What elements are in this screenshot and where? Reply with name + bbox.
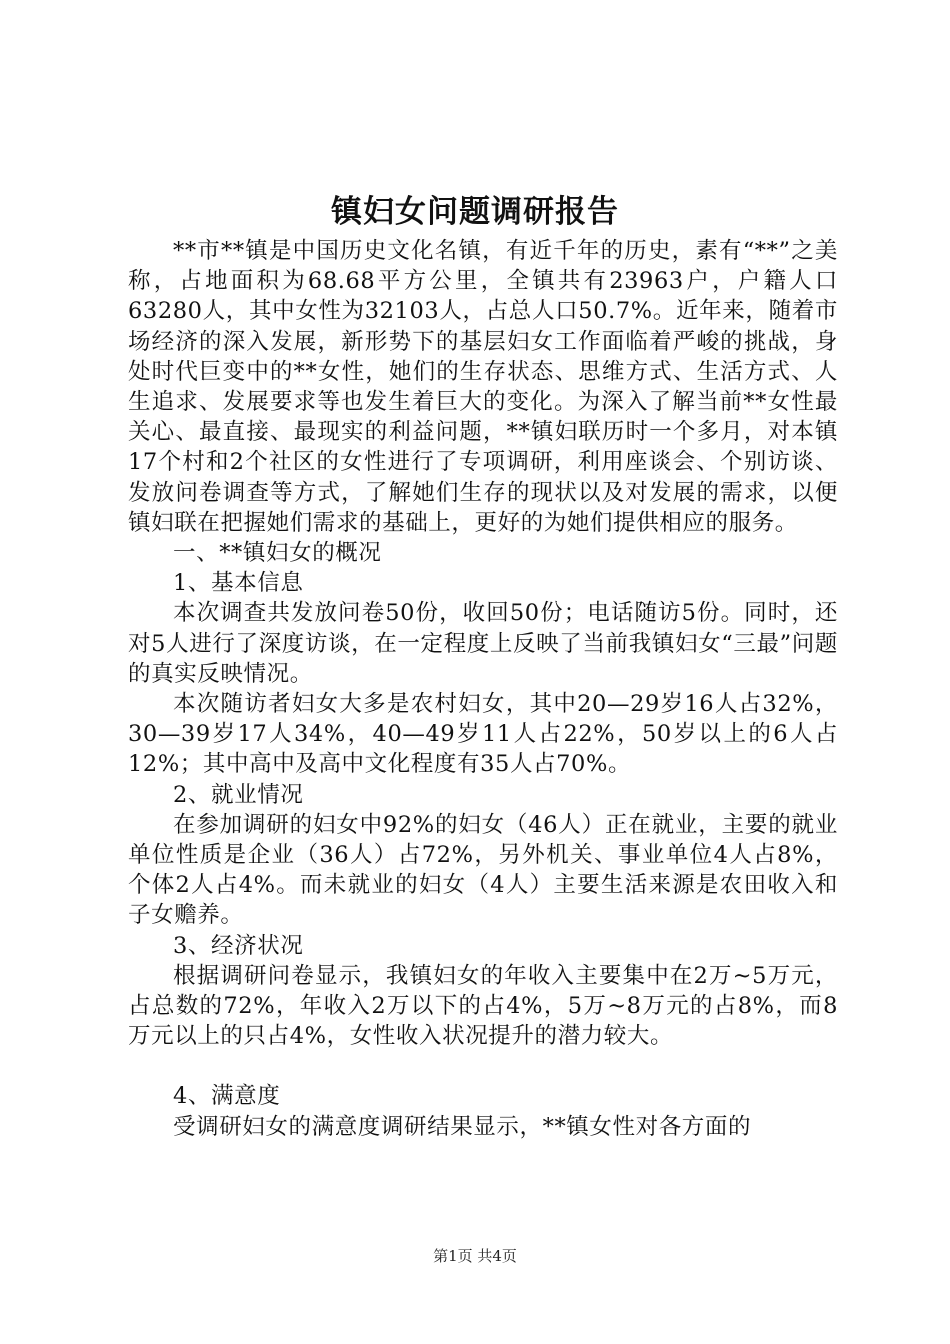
subsection-heading-satisfaction: 4、满意度 — [173, 1083, 281, 1110]
subsection-heading-employment: 2、就业情况 — [173, 781, 304, 808]
paragraph-age-distribution: 本次随访者妇女大多是农村妇女，其中20—29岁16人占32%，30—39岁17人34%，40—49岁11人占22%，50岁以上的6人占12%；其中高中及高中文化程度有35人占70%。 — [128, 691, 838, 778]
intro-paragraph: **市**镇是中国历史文化名镇，有近千年的历史，素有“**”之美称，占地面积为68.68平方公里，全镇共有23963户，户籍人口63280人，其中女性为32103人，占总人口50.7%。近年来，随着市场经济的深入发展，新形势下的基层妇女工作面临着严峻的挑战，身处时代巨变中的**女性，她们的生存状态、思维方式、生活方式、人生追求、发展要求等也发生着巨大的变化。为深入了解当前**女性最关心、最直接、最现实的利益问题，**镇妇联历时一个多月，对本镇17个村和2个社区的女性进行了专项调研，利用座谈会、个别访谈、发放问卷调查等方式，了解她们生存的现状以及对发展的需求，以便镇妇联在把握她们需求的基础上，更好的为她们提供相应的服务。 — [128, 238, 838, 536]
section-heading-overview: 一、**镇妇女的概况 — [173, 540, 382, 567]
subsection-heading-economy: 3、经济状况 — [173, 932, 304, 959]
document-body — [128, 236, 838, 1142]
paragraph-satisfaction: 受调研妇女的满意度调研结果显示，**镇女性对各方面的 — [173, 1113, 752, 1140]
paragraph-employment: 在参加调研的妇女中92%的妇女（46人）正在就业，主要的就业单位性质是企业（36人）占72%，另外机关、事业单位4人占8%，个体2人占4%。而未就业的妇女（4人）主要生活来源是农田收入和子女赡养。 — [128, 811, 838, 929]
paragraph-survey-info: 本次调查共发放问卷50份，收回50份；电话随访5份。同时，还对5人进行了深度访谈，在一定程度上反映了当前我镇妇女“三最”问题的真实反映情况。 — [128, 600, 838, 687]
paragraph-economy: 根据调研问卷显示，我镇妇女的年收入主要集中在2万~5万元，占总数的72%，年收入2万以下的占4%，5万~8万元的占8%，而8万元以上的只占4%，女性收入状况提升的潜力较大。 — [128, 962, 838, 1050]
document-title: 镇妇女问题调研报告 — [331, 194, 619, 230]
page-number-footer: 第1页 共4页 — [433, 1247, 517, 1265]
paragraph-spacer — [128, 1051, 838, 1081]
subsection-heading-basic-info: 1、基本信息 — [173, 570, 304, 597]
